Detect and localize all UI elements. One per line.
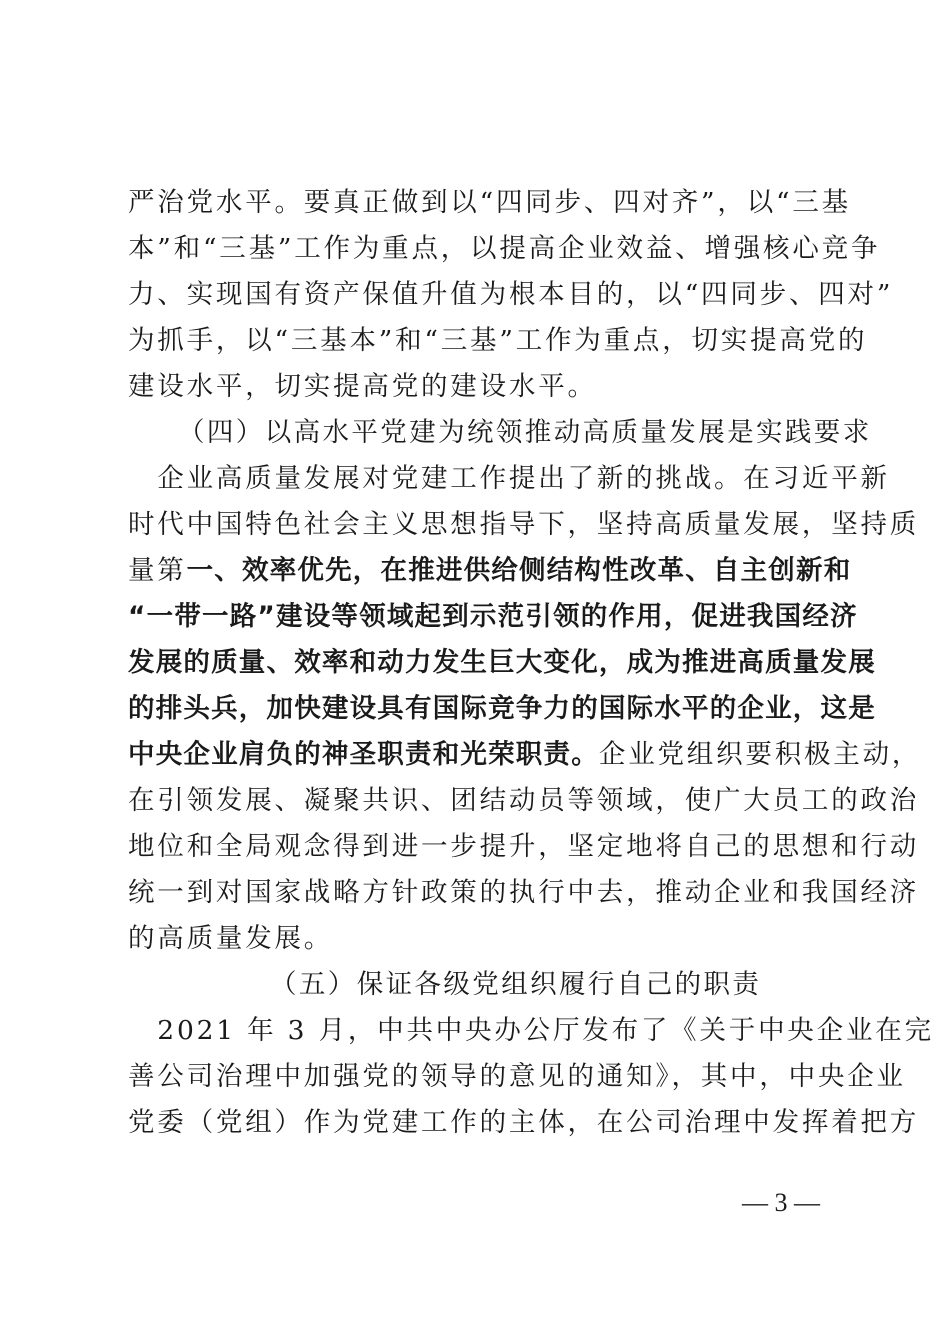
plain-text: 企业党组织要积极主动， (598, 739, 922, 770)
text-line-mixed (128, 732, 922, 778)
text-line: 2021 年 3 月，中共中央办公厅发布了《关于中央企业在完 (128, 1015, 934, 1046)
text-line: 统一到对国家战略方针政策的执行中去，推动企业和我国经济 (128, 877, 920, 908)
text-line: 建设水平，切实提高党的建设水平。 (128, 371, 597, 402)
text-line: 善公司治理中加强党的领导的意见的通知》，其中，中央企业 (128, 1061, 906, 1092)
text-line-mixed (128, 548, 852, 594)
text-line: 企业高质量发展对党建工作提出了新的挑战。在习近平新 (128, 463, 890, 494)
text-line: 严治党水平。要真正做到以“四同步、四对齐”，以“三基 (128, 187, 851, 218)
text-line: 本”和“三基”工作为重点，以提高企业效益、增强核心竞争 (128, 233, 881, 264)
bold-text-line: 的排头兵，加快建设具有国际竞争力的国际水平的企业，这是 (128, 693, 876, 724)
text-line: 时代中国特色社会主义思想指导下，坚持高质量发展，坚持质 (128, 509, 920, 540)
text-line: 地位和全局观念得到进一步提升，坚定地将自己的思想和行动 (128, 831, 920, 862)
text-line: 力、实现国有资产保值升值为根本目的，以“四同步、四对” (128, 279, 894, 310)
bold-text: 一、效率优先，在推进供给侧结构性改革、自主创新和 (186, 555, 852, 586)
plain-text: 量第 (128, 555, 187, 586)
text-line: 党委（党组）作为党建工作的主体，在公司治理中发挥着把方 (128, 1107, 920, 1138)
text-line: 的高质量发展。 (128, 923, 334, 954)
bold-text-line: 发展的质量、效率和动力发生巨大变化，成为推进高质量发展 (128, 647, 876, 678)
section-heading-4: （四）以高水平党建为统领推动高质量发展是实践要求 (178, 417, 872, 448)
text-line: 为抓手，以“三基本”和“三基”工作为重点，切实提高党的 (128, 325, 868, 356)
bold-text: 中央企业肩负的神圣职责和光荣职责。 (128, 739, 599, 770)
section-heading-5: （五）保证各级党组织履行自己的职责 (270, 969, 762, 1000)
text-line: 在引领发展、凝聚共识、团结动员等领域，使广大员工的政治 (128, 785, 920, 816)
page-number: — 3 — (742, 1188, 820, 1217)
bold-text-line: “一带一路”建设等领域起到示范引领的作用，促进我国经济 (128, 601, 858, 632)
